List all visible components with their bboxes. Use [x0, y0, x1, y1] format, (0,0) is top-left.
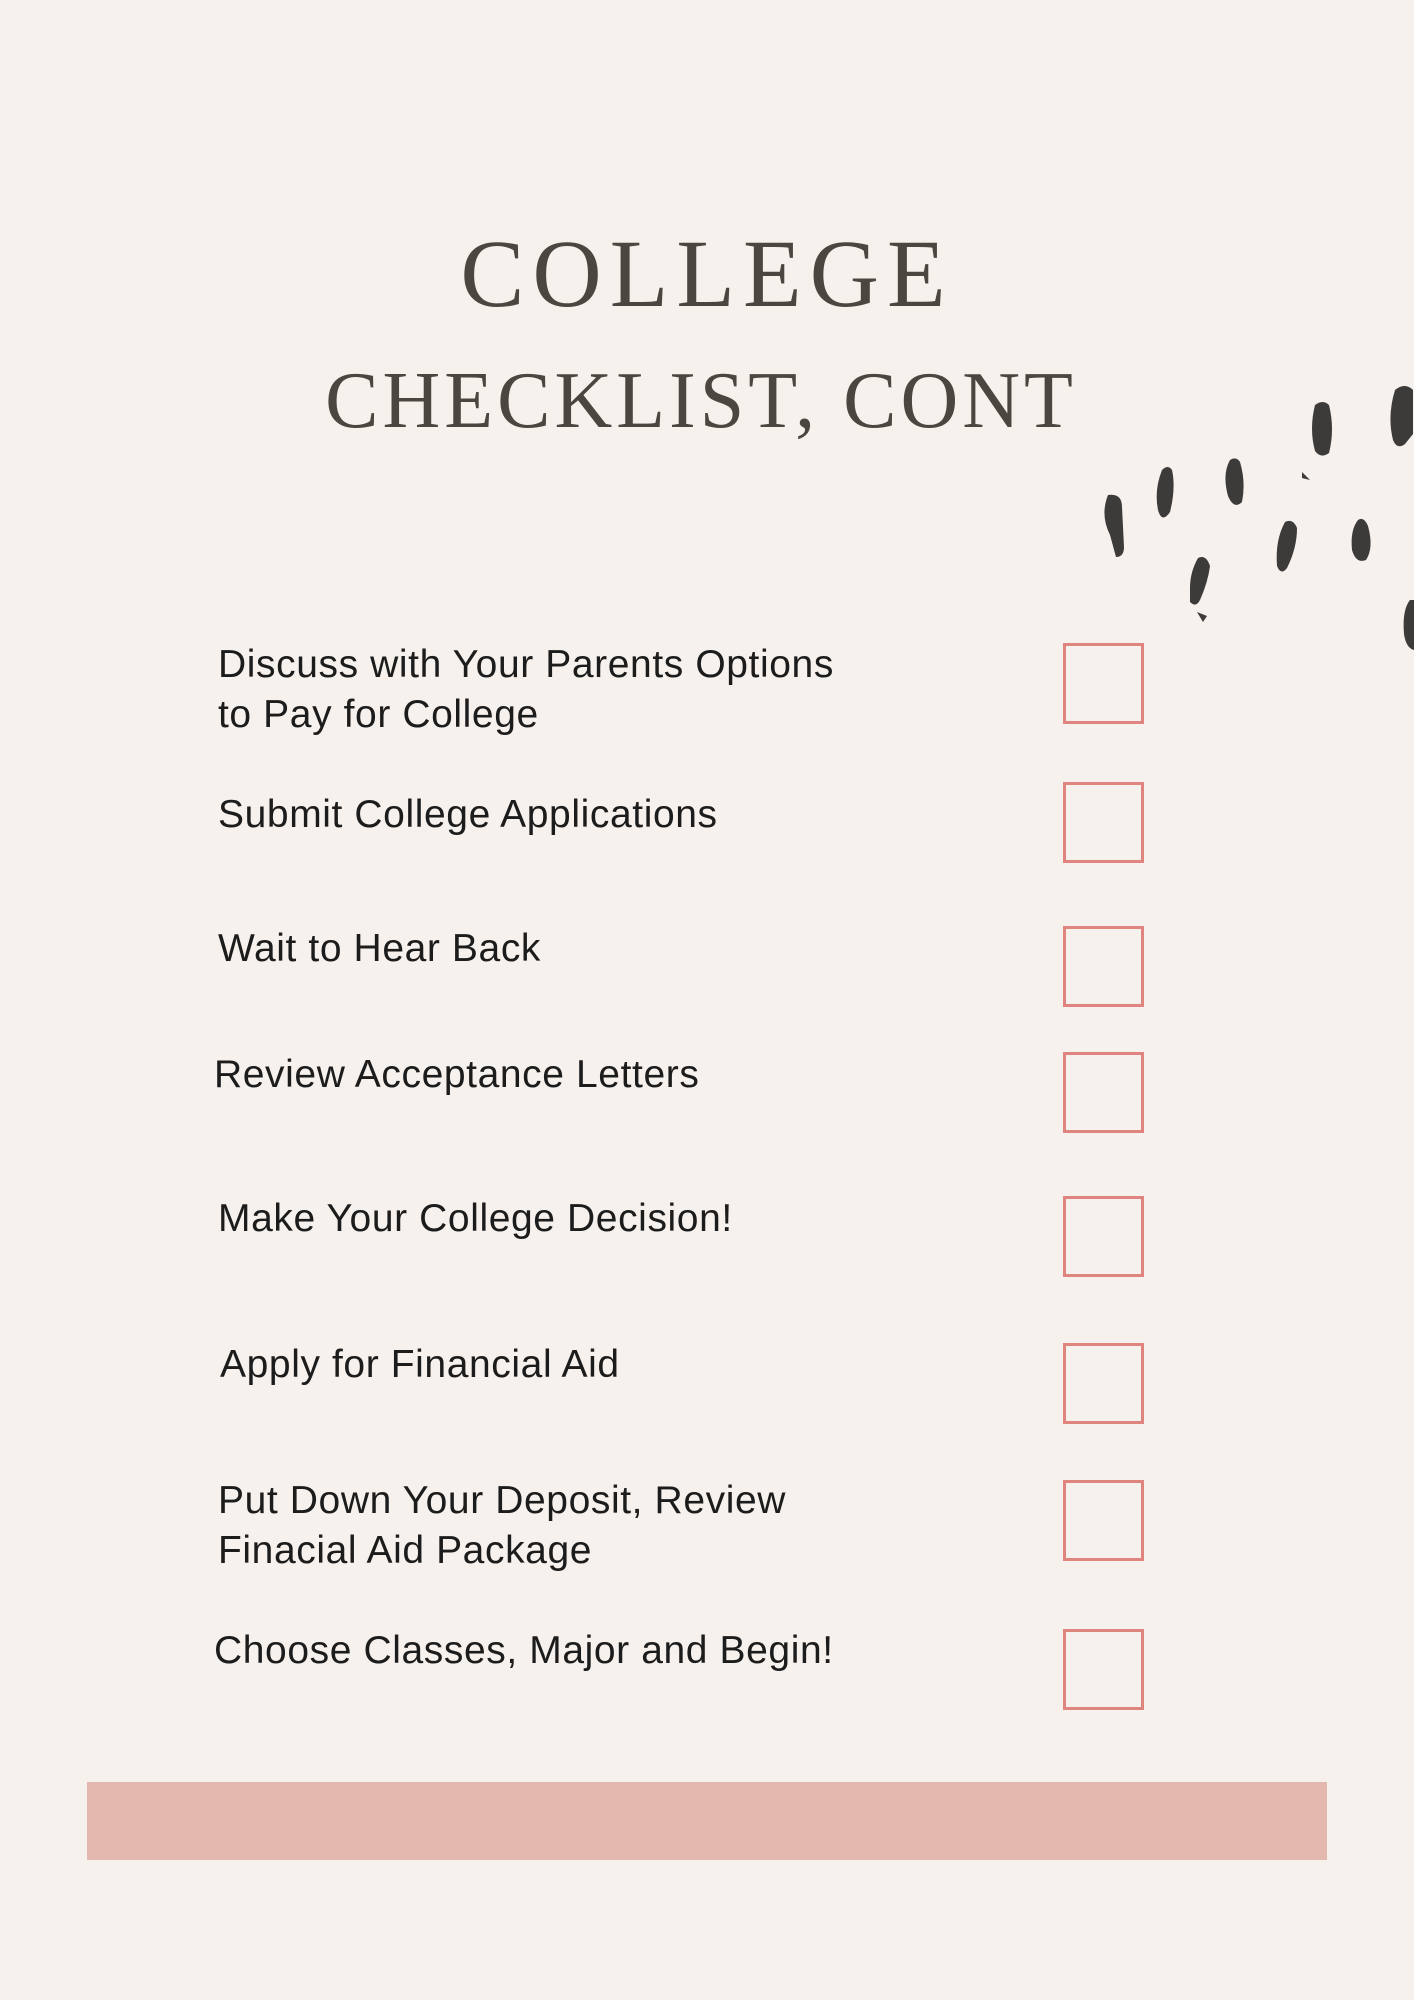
checklist-checkbox[interactable] — [1063, 1480, 1144, 1561]
footer-bar — [87, 1782, 1327, 1860]
brush-strokes-decoration — [1090, 380, 1414, 660]
checklist-item-label: Discuss with Your Parents Options to Pay for College — [218, 643, 834, 736]
checklist-item-label: Apply for Financial Aid — [220, 1343, 620, 1386]
checklist-checkbox[interactable] — [1063, 1196, 1144, 1277]
checklist-item-label: Put Down Your Deposit, Review Finacial Aid Package — [218, 1479, 787, 1572]
checklist-item-label: Make Your College Decision! — [218, 1197, 733, 1240]
checklist-checkbox[interactable] — [1063, 1052, 1144, 1133]
checklist-checkbox[interactable] — [1063, 782, 1144, 863]
checklist-item-label: Choose Classes, Major and Begin! — [214, 1629, 834, 1672]
checklist-checkbox[interactable] — [1063, 1343, 1144, 1424]
checklist-checkbox[interactable] — [1063, 926, 1144, 1007]
checklist-checkbox[interactable] — [1063, 1629, 1144, 1710]
page-subtitle: CHECKLIST, CONT — [325, 357, 1077, 445]
checklist-item-label: Wait to Hear Back — [218, 927, 542, 970]
page-title: COLLEGE — [460, 220, 954, 327]
checklist-checkbox[interactable] — [1063, 643, 1144, 724]
checklist-item-label: Submit College Applications — [218, 793, 718, 836]
checklist-item-label: Review Acceptance Letters — [214, 1053, 700, 1096]
